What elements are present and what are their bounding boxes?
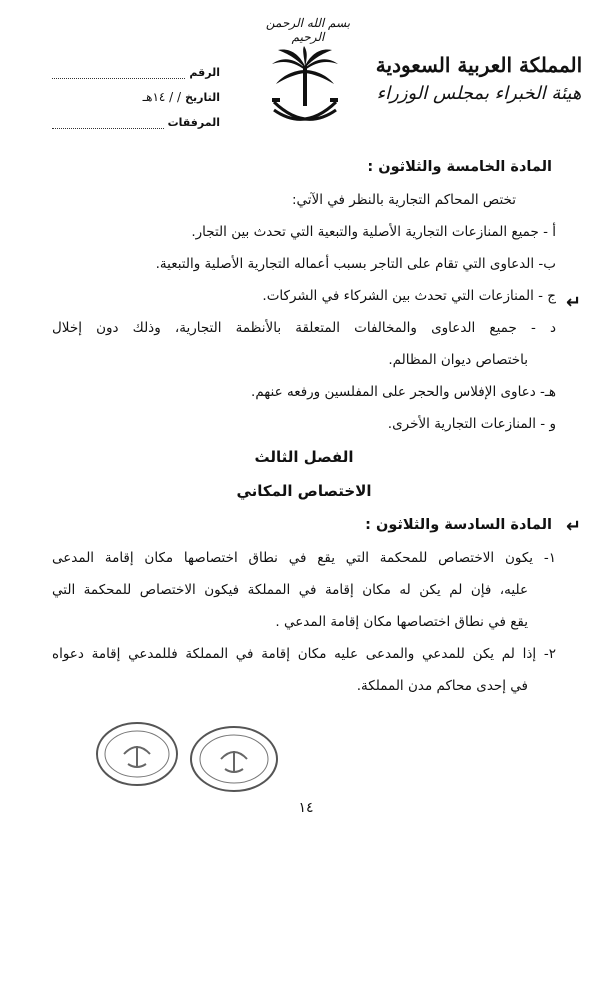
article-35-item: د - جميع الدعاوى والمخالفات المتعلقة بالأنظمة التجارية، وذلك دون إخلال bbox=[52, 320, 556, 336]
article-36-line: في إحدى محاكم مدن المملكة. bbox=[356, 678, 528, 694]
reference-block bbox=[52, 54, 220, 129]
article-35-item: ب- الدعاوى التي تقام على التاجر بسبب أعماله التجارية الأصلية والتبعية. bbox=[155, 256, 556, 272]
article-35-item: و - المنازعات التجارية الأخرى. bbox=[387, 416, 556, 432]
official-stamp-icon bbox=[188, 724, 280, 794]
kingdom-name: المملكة العربية السعودية bbox=[375, 53, 583, 77]
basmala: بسم الله الرحمن الرحيم bbox=[265, 16, 351, 44]
article-36-title: المادة السادسة والثلاثون : bbox=[365, 517, 552, 533]
saudi-emblem-icon bbox=[270, 46, 340, 134]
chapter-title: الاختصاص المكاني bbox=[236, 482, 372, 500]
article-36-line: عليه، فإن لم يكن له مكان إقامة في المملكة فيكون الاختصاص للمحكمة التي bbox=[52, 582, 528, 598]
attachments-row bbox=[52, 104, 220, 129]
article-35-item-continued: باختصاص ديوان المظالم. bbox=[388, 352, 528, 368]
date-value: / / ١٤هـ bbox=[142, 90, 182, 104]
article-35-item: هـ- دعاوى الإفلاس والحجر على المفلسين ورفعه عنهم. bbox=[251, 384, 556, 400]
agency-name: هيئة الخبراء بمجلس الوزراء bbox=[376, 83, 582, 104]
reference-blank bbox=[52, 66, 185, 79]
article-35-intro: تختص المحاكم التجارية بالنظر في الآتي: bbox=[291, 192, 516, 208]
article-36-line: ٢- إذا لم يكن للمدعي والمدعى عليه مكان إقامة في المملكة فللمدعي إقامة دعواه bbox=[52, 646, 556, 662]
official-stamp-icon bbox=[94, 720, 180, 788]
date-row bbox=[52, 79, 220, 104]
article-36-line: ١- يكون الاختصاص للمحكمة التي يقع في نطاق اختصاصها مكان إقامة المدعى bbox=[52, 550, 556, 566]
attachments-blank bbox=[52, 116, 164, 129]
margin-mark: ↵ bbox=[566, 292, 582, 313]
article-35-title: المادة الخامسة والثلاثون : bbox=[367, 159, 552, 175]
reference-number-row bbox=[52, 54, 220, 79]
date-label: التاريخ bbox=[185, 91, 220, 104]
attachments-label: المرفقات bbox=[167, 116, 220, 129]
margin-mark: ↵ bbox=[566, 516, 582, 537]
page-number: ١٤ bbox=[298, 800, 314, 816]
letterhead-organization bbox=[364, 50, 594, 108]
chapter-number: الفصل الثالث bbox=[254, 448, 354, 466]
reference-label: الرقم bbox=[189, 66, 220, 79]
article-35-item: أ - جميع المنازعات التجارية الأصلية والتبعية التي تحدث بين التجار. bbox=[191, 224, 556, 240]
document-body bbox=[52, 150, 556, 702]
article-35-item: ج - المنازعات التي تحدث بين الشركاء في الشركات. bbox=[262, 288, 556, 304]
article-36-line: يقع في نطاق اختصاصها مكان إقامة المدعي . bbox=[275, 614, 528, 630]
